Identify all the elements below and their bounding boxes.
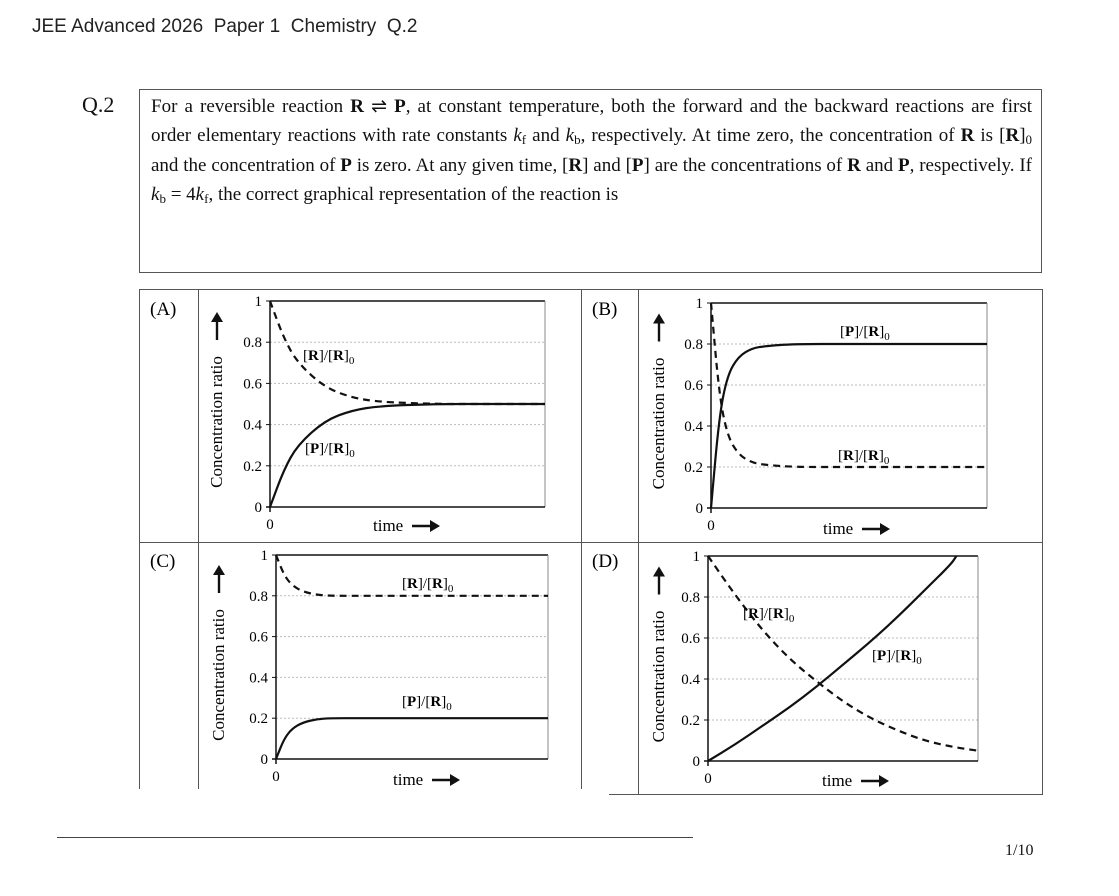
x-tick-label: 0 (266, 517, 274, 533)
species-R: R (847, 154, 861, 176)
option-label-c[interactable]: (C) (150, 551, 176, 572)
y-tick-label: 0.2 (243, 458, 262, 475)
y-tick-label: 0.6 (681, 631, 700, 647)
y-axis-arrowhead (213, 565, 225, 575)
kf-subscript: f (521, 132, 527, 148)
kf-symbol: k (513, 125, 522, 147)
y-tick-label: 0.8 (249, 588, 268, 605)
y-tick-label: 1 (692, 549, 700, 565)
y-tick-label: 0.2 (684, 460, 703, 476)
y-tick-label: 0.6 (243, 376, 262, 393)
q-text-9: ] and [ (582, 154, 632, 176)
q-text-2: , at constant temperature, both the forward and the backward reactions are first order elementary reactions with rate constants (151, 96, 1032, 147)
y-tick-label: 0 (695, 501, 703, 517)
zero-subscript: 0 (1025, 132, 1033, 148)
y-tick-label: 0.8 (243, 335, 262, 352)
y-tick-label: 1 (260, 548, 268, 564)
y-tick-label: 0 (254, 500, 262, 516)
x-axis-label: time (393, 770, 424, 789)
option-label-d[interactable]: (D) (592, 551, 619, 572)
y-tick-label: 0.6 (684, 378, 703, 394)
y-tick-label: 1 (695, 296, 703, 312)
q-text-5: is [ (974, 125, 1006, 147)
y-axis-label: Concentration ratio (649, 357, 668, 490)
q-text-10: ] are the concentrations of (643, 154, 848, 176)
chart-b (649, 296, 987, 538)
series-label-p: $[P]/[R]_0$ (840, 324, 890, 343)
q-text-1: For a reversible reaction (151, 96, 351, 117)
y-axis-arrowhead (211, 312, 223, 322)
x-tick-label: 0 (707, 518, 715, 534)
species-P: P (394, 96, 406, 117)
footer-divider (57, 837, 693, 838)
chart-a (207, 294, 545, 535)
x-axis-label: time (822, 771, 853, 790)
series-label-r: $[R]/[R]_0$ (838, 448, 890, 467)
page-number: 1/10 (1005, 842, 1034, 859)
series-label-p: $[P]/[R]_0$ (872, 648, 922, 667)
y-axis-arrowhead (653, 314, 665, 324)
q-text-3: and (526, 125, 566, 147)
y-tick-label: 0.2 (249, 711, 268, 728)
species-R: R (350, 96, 364, 117)
y-tick-label: 0.8 (681, 590, 700, 606)
q-text-8: is zero. At any given time, [ (351, 154, 569, 176)
species-P: P (340, 154, 352, 176)
x-axis-arrowhead (880, 523, 890, 535)
series-line-r (708, 556, 978, 751)
x-axis-arrowhead (450, 774, 460, 786)
chart-c (209, 548, 548, 789)
series-label-r: $[R]/[R]_0$ (402, 576, 454, 595)
x-axis-arrowhead (430, 520, 440, 532)
y-axis-label: Concentration ratio (207, 356, 226, 488)
q-text-7: and the concentration of (151, 154, 341, 176)
equilibrium-arrow: ⇌ (364, 96, 395, 117)
y-tick-label: 0.4 (681, 672, 700, 688)
y-tick-label: 0 (692, 754, 700, 770)
x-axis-label: time (823, 519, 854, 538)
kb-symbol: k (151, 184, 160, 206)
kf-subscript: f (204, 191, 209, 207)
y-tick-label: 0.8 (684, 337, 703, 353)
species-P: P (897, 154, 910, 176)
q-text-13: = 4 (165, 184, 196, 206)
y-axis-arrowhead (653, 567, 665, 577)
y-tick-label: 0.4 (249, 670, 268, 687)
x-tick-label: 0 (704, 771, 712, 787)
species-R: R (1005, 125, 1020, 147)
q-text-6: ] (1019, 125, 1026, 147)
q-text-14: , the correct graphical representation of the reaction is (208, 184, 619, 206)
series-label-r: $[R]/[R]_0$ (303, 348, 355, 367)
kb-subscript: b (574, 132, 581, 148)
species-P: P (631, 154, 644, 176)
y-axis-label: Concentration ratio (649, 610, 668, 743)
chart-d (649, 549, 978, 790)
options-table-lines (139, 289, 1043, 795)
question-number: Q.2 (82, 92, 115, 117)
y-tick-label: 0 (260, 752, 268, 768)
y-axis-label: Concentration ratio (209, 609, 228, 741)
species-R: R (568, 154, 583, 176)
series-label-r: $[R]/[R]_0$ (743, 606, 795, 625)
kb-subscript: b (159, 191, 166, 207)
series-line-p (276, 718, 548, 759)
q-text-11: and (860, 154, 898, 176)
y-tick-label: 1 (254, 294, 262, 310)
x-axis-arrowhead (879, 775, 889, 787)
q-text-12: , respectively. If (909, 154, 1033, 176)
x-axis-label: time (373, 516, 404, 535)
kf-symbol: k (195, 184, 205, 206)
kb-symbol: k (565, 125, 575, 147)
page-header: JEE Advanced 2026 Paper 1 Chemistry Q.2 (32, 16, 418, 37)
y-tick-label: 0.6 (249, 629, 268, 646)
option-label-b[interactable]: (B) (592, 299, 618, 320)
option-label-a[interactable]: (A) (150, 299, 177, 320)
x-tick-label: 0 (272, 769, 280, 785)
y-tick-label: 0.4 (243, 417, 262, 434)
q-text-4: , respectively. At time zero, the concentration of (580, 125, 961, 147)
y-tick-label: 0.4 (684, 419, 703, 435)
series-label-p: $[P]/[R]_0$ (305, 441, 355, 460)
species-R: R (960, 125, 975, 147)
y-tick-label: 0.2 (681, 713, 700, 729)
series-label-p: $[P]/[R]_0$ (402, 694, 452, 713)
